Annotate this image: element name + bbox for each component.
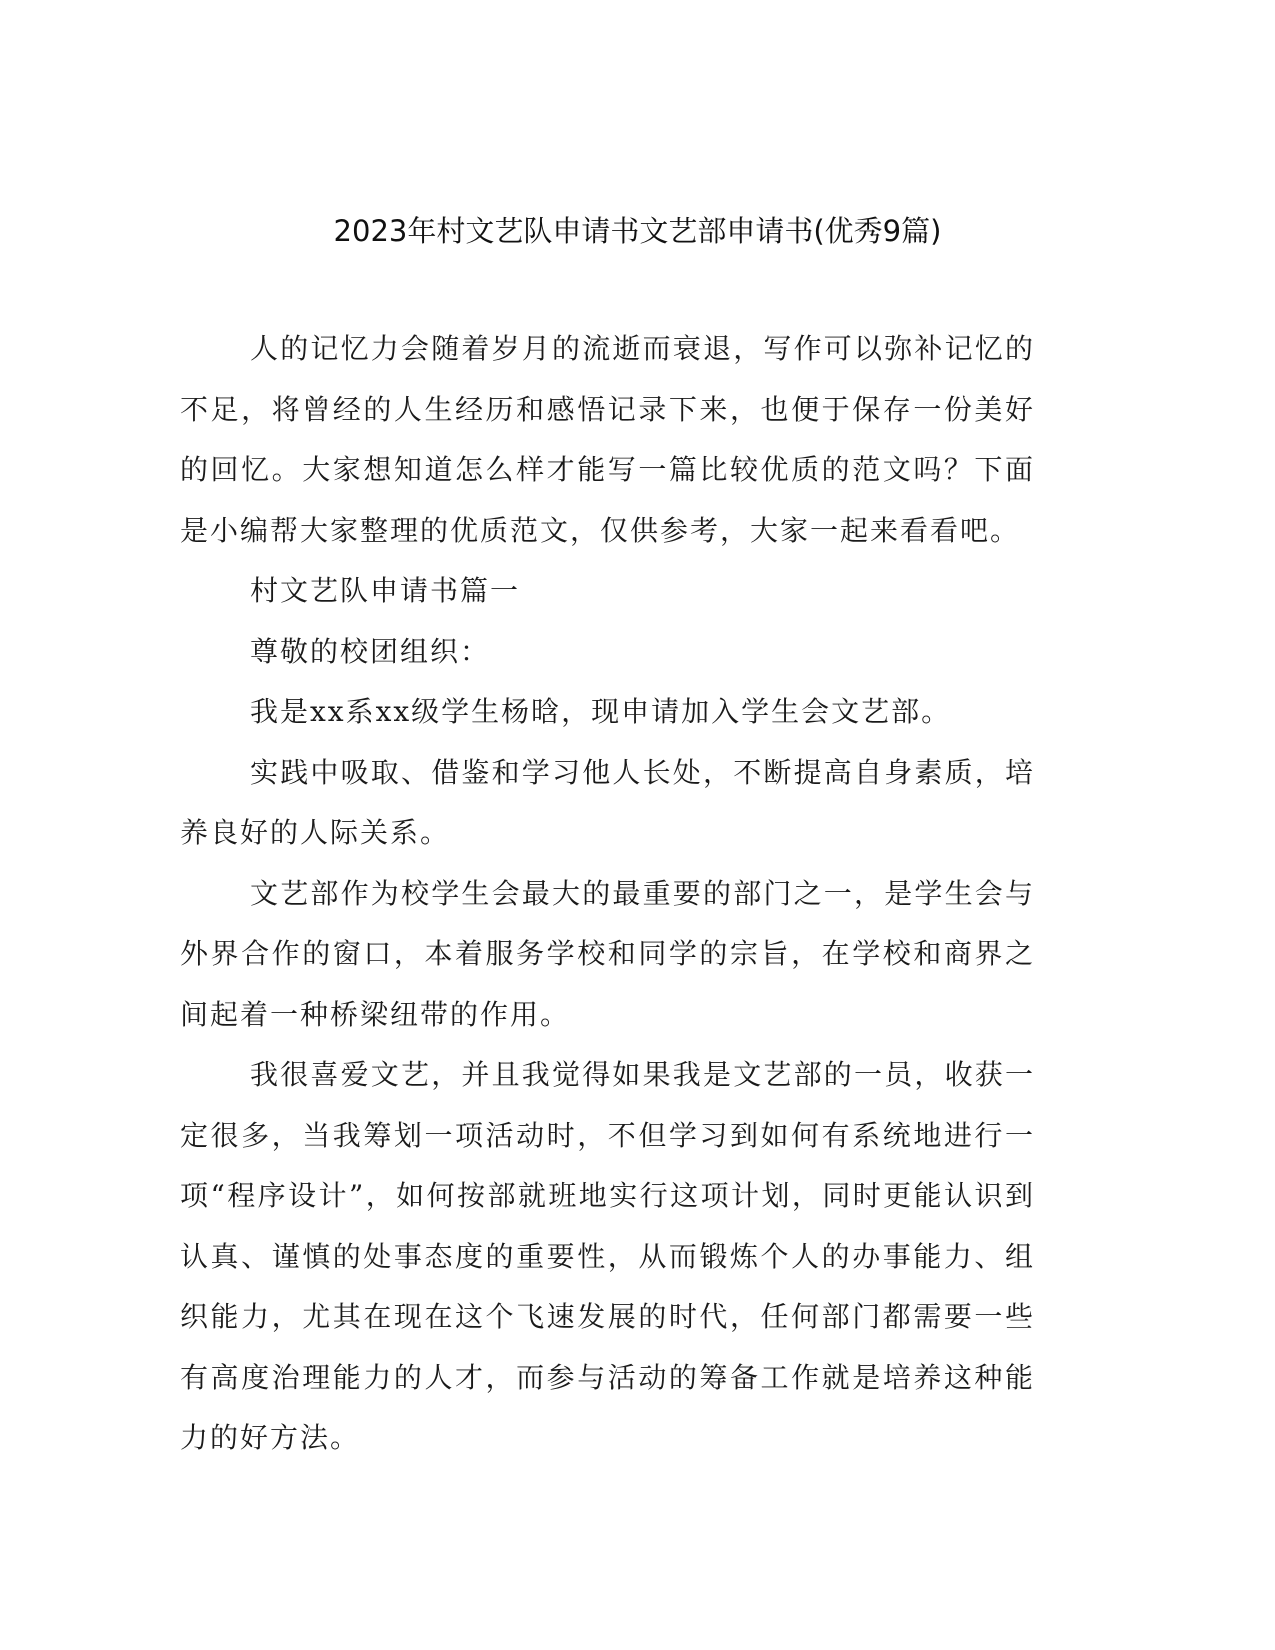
document-body [180,319,1035,1469]
intro-paragraph: 人的记忆力会随着岁月的流逝而衰退，写作可以弥补记忆的不足，将曾经的人生经历和感悟记录下来，也便于保存一份美好的回忆。大家想知道怎么样才能写一篇比较优质的范文吗？下面是小编帮大家整理的优质范文，仅供参考，大家一起来看看吧。 [180,332,1035,547]
document-title: 2023年村文艺队申请书文艺部申请书(优秀9篇) [333,214,942,248]
body-paragraph: 我是xx系xx级学生杨晗，现申请加入学生会文艺部。 [250,695,952,728]
body-paragraph: 我很喜爱文艺，并且我觉得如果我是文艺部的一员，收获一定很多，当我筹划一项活动时，不但学习到如何有系统地进行一项“程序设计”，如何按部就班地实行这项计划，同时更能认识到认真、谨慎的处事态度的重要性，从而锻炼个人的办事能力、组织能力，尤其在现在这个飞速发展的时代，任何部门都需要一些有高度治理能力的人才，而参与活动的筹备工作就是培养这种能力的好方法。 [180,1058,1035,1454]
body-paragraph: 文艺部作为校学生会最大的最重要的部门之一，是学生会与外界合作的窗口，本着服务学校和同学的宗旨，在学校和商界之间起着一种桥梁纽带的作用。 [180,876,1035,1031]
salutation: 尊敬的校团组织： [250,634,491,668]
section-heading: 村文艺队申请书篇一 [250,574,521,607]
body-paragraph: 实践中吸取、借鉴和学习他人长处，不断提高自身素质，培养良好的人际关系。 [180,755,1035,849]
